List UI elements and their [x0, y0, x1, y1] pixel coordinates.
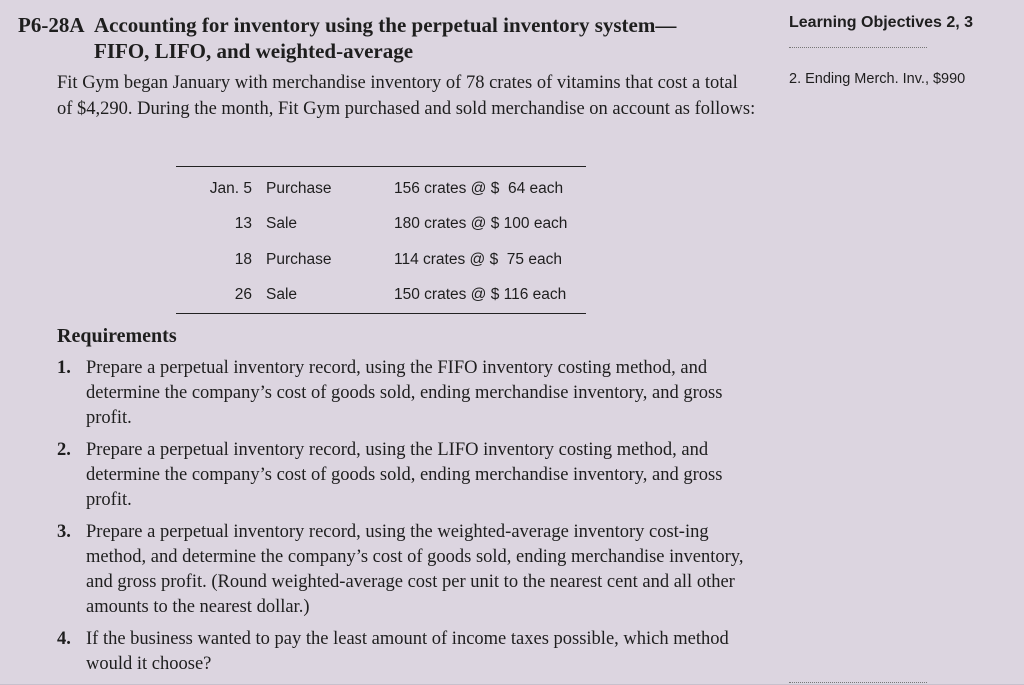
tx-date: 13 [234, 215, 252, 233]
requirement-text: Prepare a perpetual inventory record, using the weighted-average inventory cost-ing method, and determine the company’s cost of goods sold, ending merchandise inventory, and gross profit. (Round weighted-average cost per unit to the nearest cent and all other amounts to the nearest dollar.) [86, 522, 744, 617]
list-item [57, 627, 757, 677]
list-item [57, 438, 757, 513]
list-item [57, 356, 757, 431]
tx-date: Jan. 5 [209, 179, 252, 197]
problem-title-line1: Accounting for inventory using the perpetual inventory system— [94, 13, 677, 37]
problem-intro: Fit Gym began January with merchandise inventory of 78 crates of vitamins that cost a total of $4,290. During the month, Fit Gym purchased and sold merchandise on account as follows: [57, 73, 756, 119]
list-item [57, 520, 757, 620]
problem-number: P6-28A [18, 13, 85, 37]
table-row [176, 167, 586, 207]
requirement-text: Prepare a perpetual inventory record, using the LIFO inventory costing method, and determine the company’s cost of goods sold, ending merchandise inventory, and gross profit. [86, 440, 723, 510]
tx-detail: 114 crates @ $ 75 each [394, 250, 562, 268]
sidebar-bottom-divider [789, 682, 927, 683]
requirement-number: 1. [57, 358, 71, 378]
table-row [176, 278, 586, 314]
sidebar-divider [789, 47, 927, 48]
tx-type: Purchase [266, 179, 332, 197]
requirement-text: If the business wanted to pay the least amount of income taxes possible, which method would it choose? [86, 629, 729, 674]
problem-heading [18, 12, 758, 64]
check-figure-note: 2. Ending Merch. Inv., $990 [789, 71, 966, 87]
tx-detail: 180 crates @ $ 100 each [394, 215, 568, 233]
tx-type: Sale [266, 286, 298, 304]
learning-objectives-title: Learning Objectives 2, 3 [789, 14, 974, 31]
tx-date: 18 [234, 250, 252, 268]
requirements-title: Requirements [57, 325, 177, 347]
requirement-text: Prepare a perpetual inventory record, using the FIFO inventory costing method, and determine the company’s cost of goods sold, ending merchandise inventory, and gross profit. [86, 358, 723, 428]
transactions-table [176, 166, 586, 314]
table-row [176, 242, 586, 278]
table-row [176, 207, 586, 243]
tx-detail: 150 crates @ $ 116 each [394, 286, 567, 304]
problem-title-line2: FIFO, LIFO, and weighted-average [94, 39, 414, 63]
requirement-number: 3. [57, 522, 71, 542]
tx-type: Purchase [266, 250, 332, 268]
tx-date: 26 [234, 286, 252, 304]
requirement-number: 4. [57, 629, 71, 649]
requirements-list [57, 356, 757, 684]
tx-detail: 156 crates @ $ 64 each [394, 179, 564, 197]
tx-type: Sale [266, 215, 298, 233]
requirement-number: 2. [57, 440, 71, 460]
